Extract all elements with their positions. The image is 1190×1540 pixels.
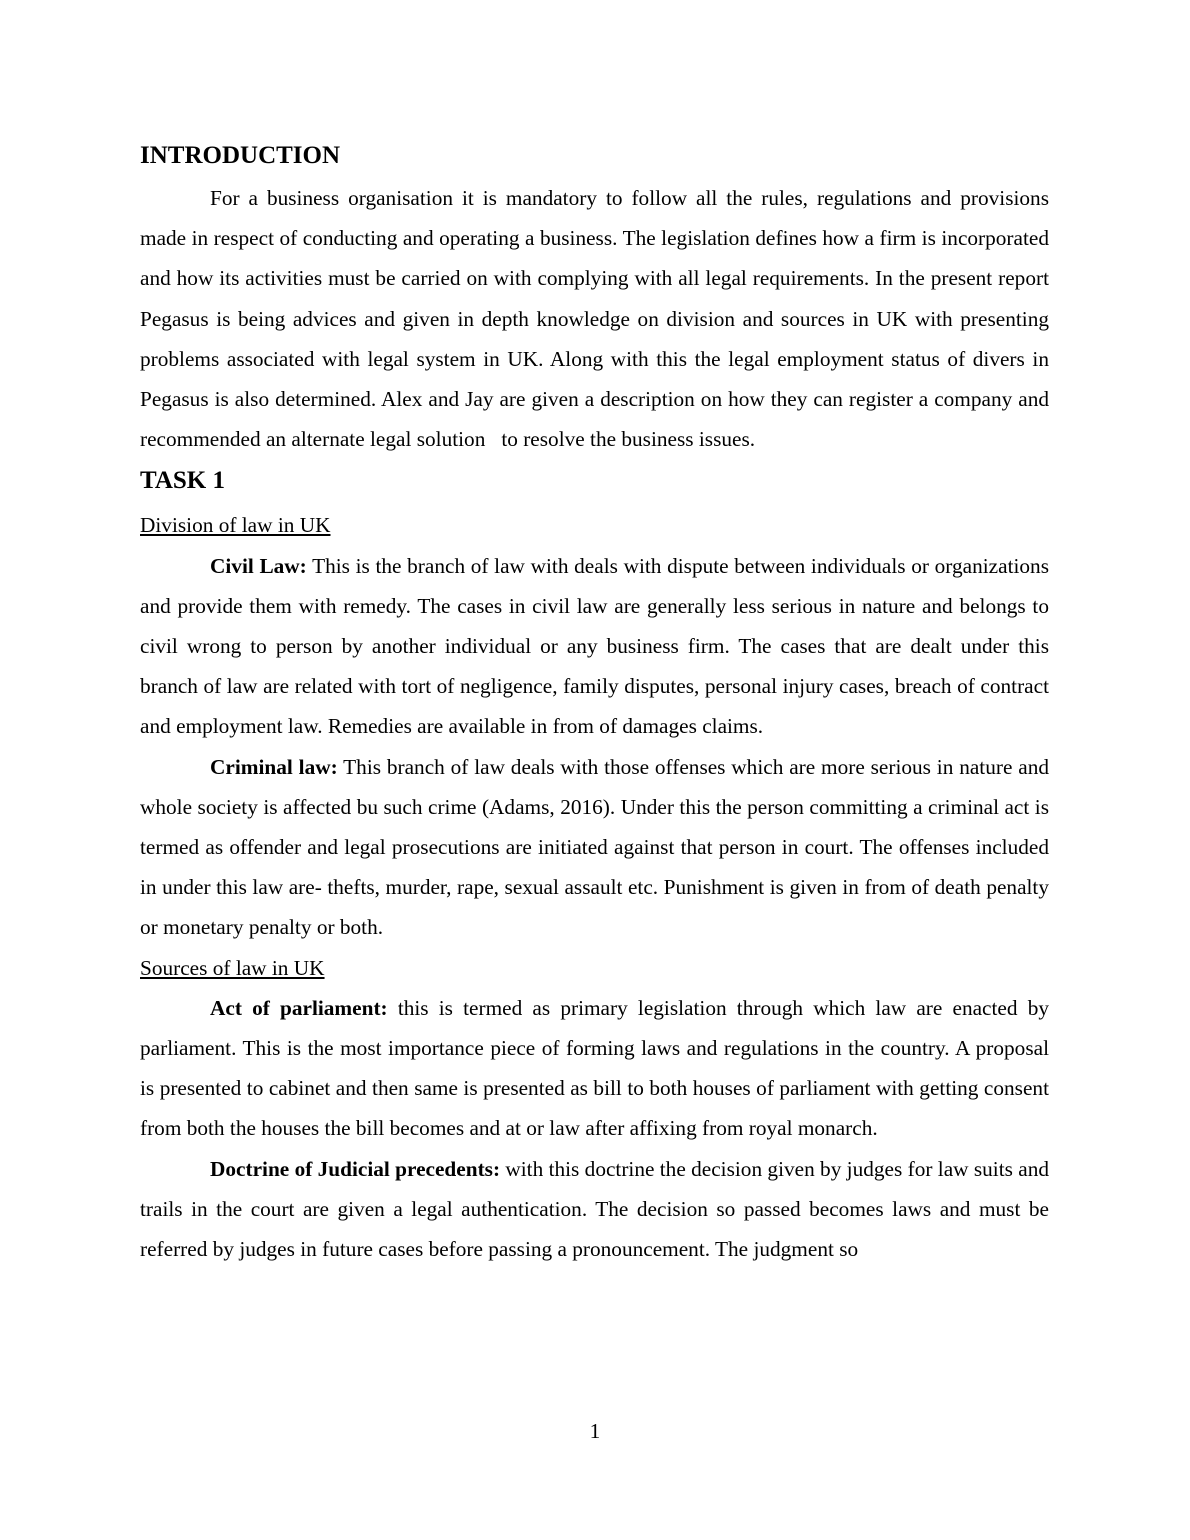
criminal-law-term: Criminal law:	[210, 754, 338, 779]
judicial-precedents-text: with this doctrine the decision given by judges for law suits and trails in the court are given a legal authentication. The decision so passed becomes laws and must be referred by judges in future cases before passing a pronouncement. The judgment so	[140, 1156, 1049, 1262]
judicial-precedents-term: Doctrine of Judicial precedents:	[210, 1156, 501, 1181]
act-of-parliament-text: this is termed as primary legislation through which law are enacted by parliament. This is the most importance piece of forming laws and regulations in the country. A proposal is presented to cabinet and then same is presented as bill to both houses of parliament with getting consent from both the houses the bill becomes and at or law after affixing from royal monarch.	[140, 995, 1049, 1141]
task1-heading: TASK 1	[140, 467, 225, 495]
civil-law-term: Civil Law:	[210, 553, 307, 578]
criminal-law-paragraph	[140, 747, 1049, 948]
civil-law-text: This is the branch of law with deals with dispute between individuals or organizations and provide them with remedy. The cases in civil law are generally less serious in nature and belongs to civil wrong to person by another individual or any business firm. The cases that are dealt under this branch of law are related with tort of negligence, family disputes, personal injury cases, breach of contract and employment law. Remedies are available in from of damages claims.	[140, 553, 1049, 739]
act-of-parliament-paragraph	[140, 988, 1049, 1149]
document-page	[140, 138, 1065, 1269]
criminal-law-text: This branch of law deals with those offenses which are more serious in nature and whole society is affected bu such crime (Adams, 2016). Under this the person committing a criminal act is termed as offender and legal prosecutions are initiated against that person in court. The offenses included in under this law are- thefts, murder, rape, sexual assault etc. Punishment is given in from of death penalty or monetary penalty or both.	[140, 754, 1049, 940]
introduction-heading: INTRODUCTION	[140, 142, 341, 169]
division-subheading: Division of law in UK	[140, 513, 331, 538]
sources-subheading: Sources of law in UK	[140, 955, 325, 980]
judicial-precedents-paragraph	[140, 1149, 1049, 1270]
page-number: 1	[589, 1419, 601, 1443]
act-of-parliament-term: Act of parliament:	[210, 995, 388, 1020]
introduction-paragraph: For a business organisation it is mandatory to follow all the rules, regulations and provisions made in respect of conducting and operating a business. The legislation defines how a firm is incorporated and how its activities must be carried on with complying with all legal requirements. In the present report Pegasus is being advices and given in depth knowledge on division and sources in UK with presenting problems associated with legal system in UK. Along with this the legal employment status of divers in Pegasus is also determined. Alex and Jay are given a description on how they can register a company and recommended an alternate legal solution to resolve the business issues.	[140, 186, 1065, 452]
civil-law-paragraph	[140, 546, 1049, 747]
